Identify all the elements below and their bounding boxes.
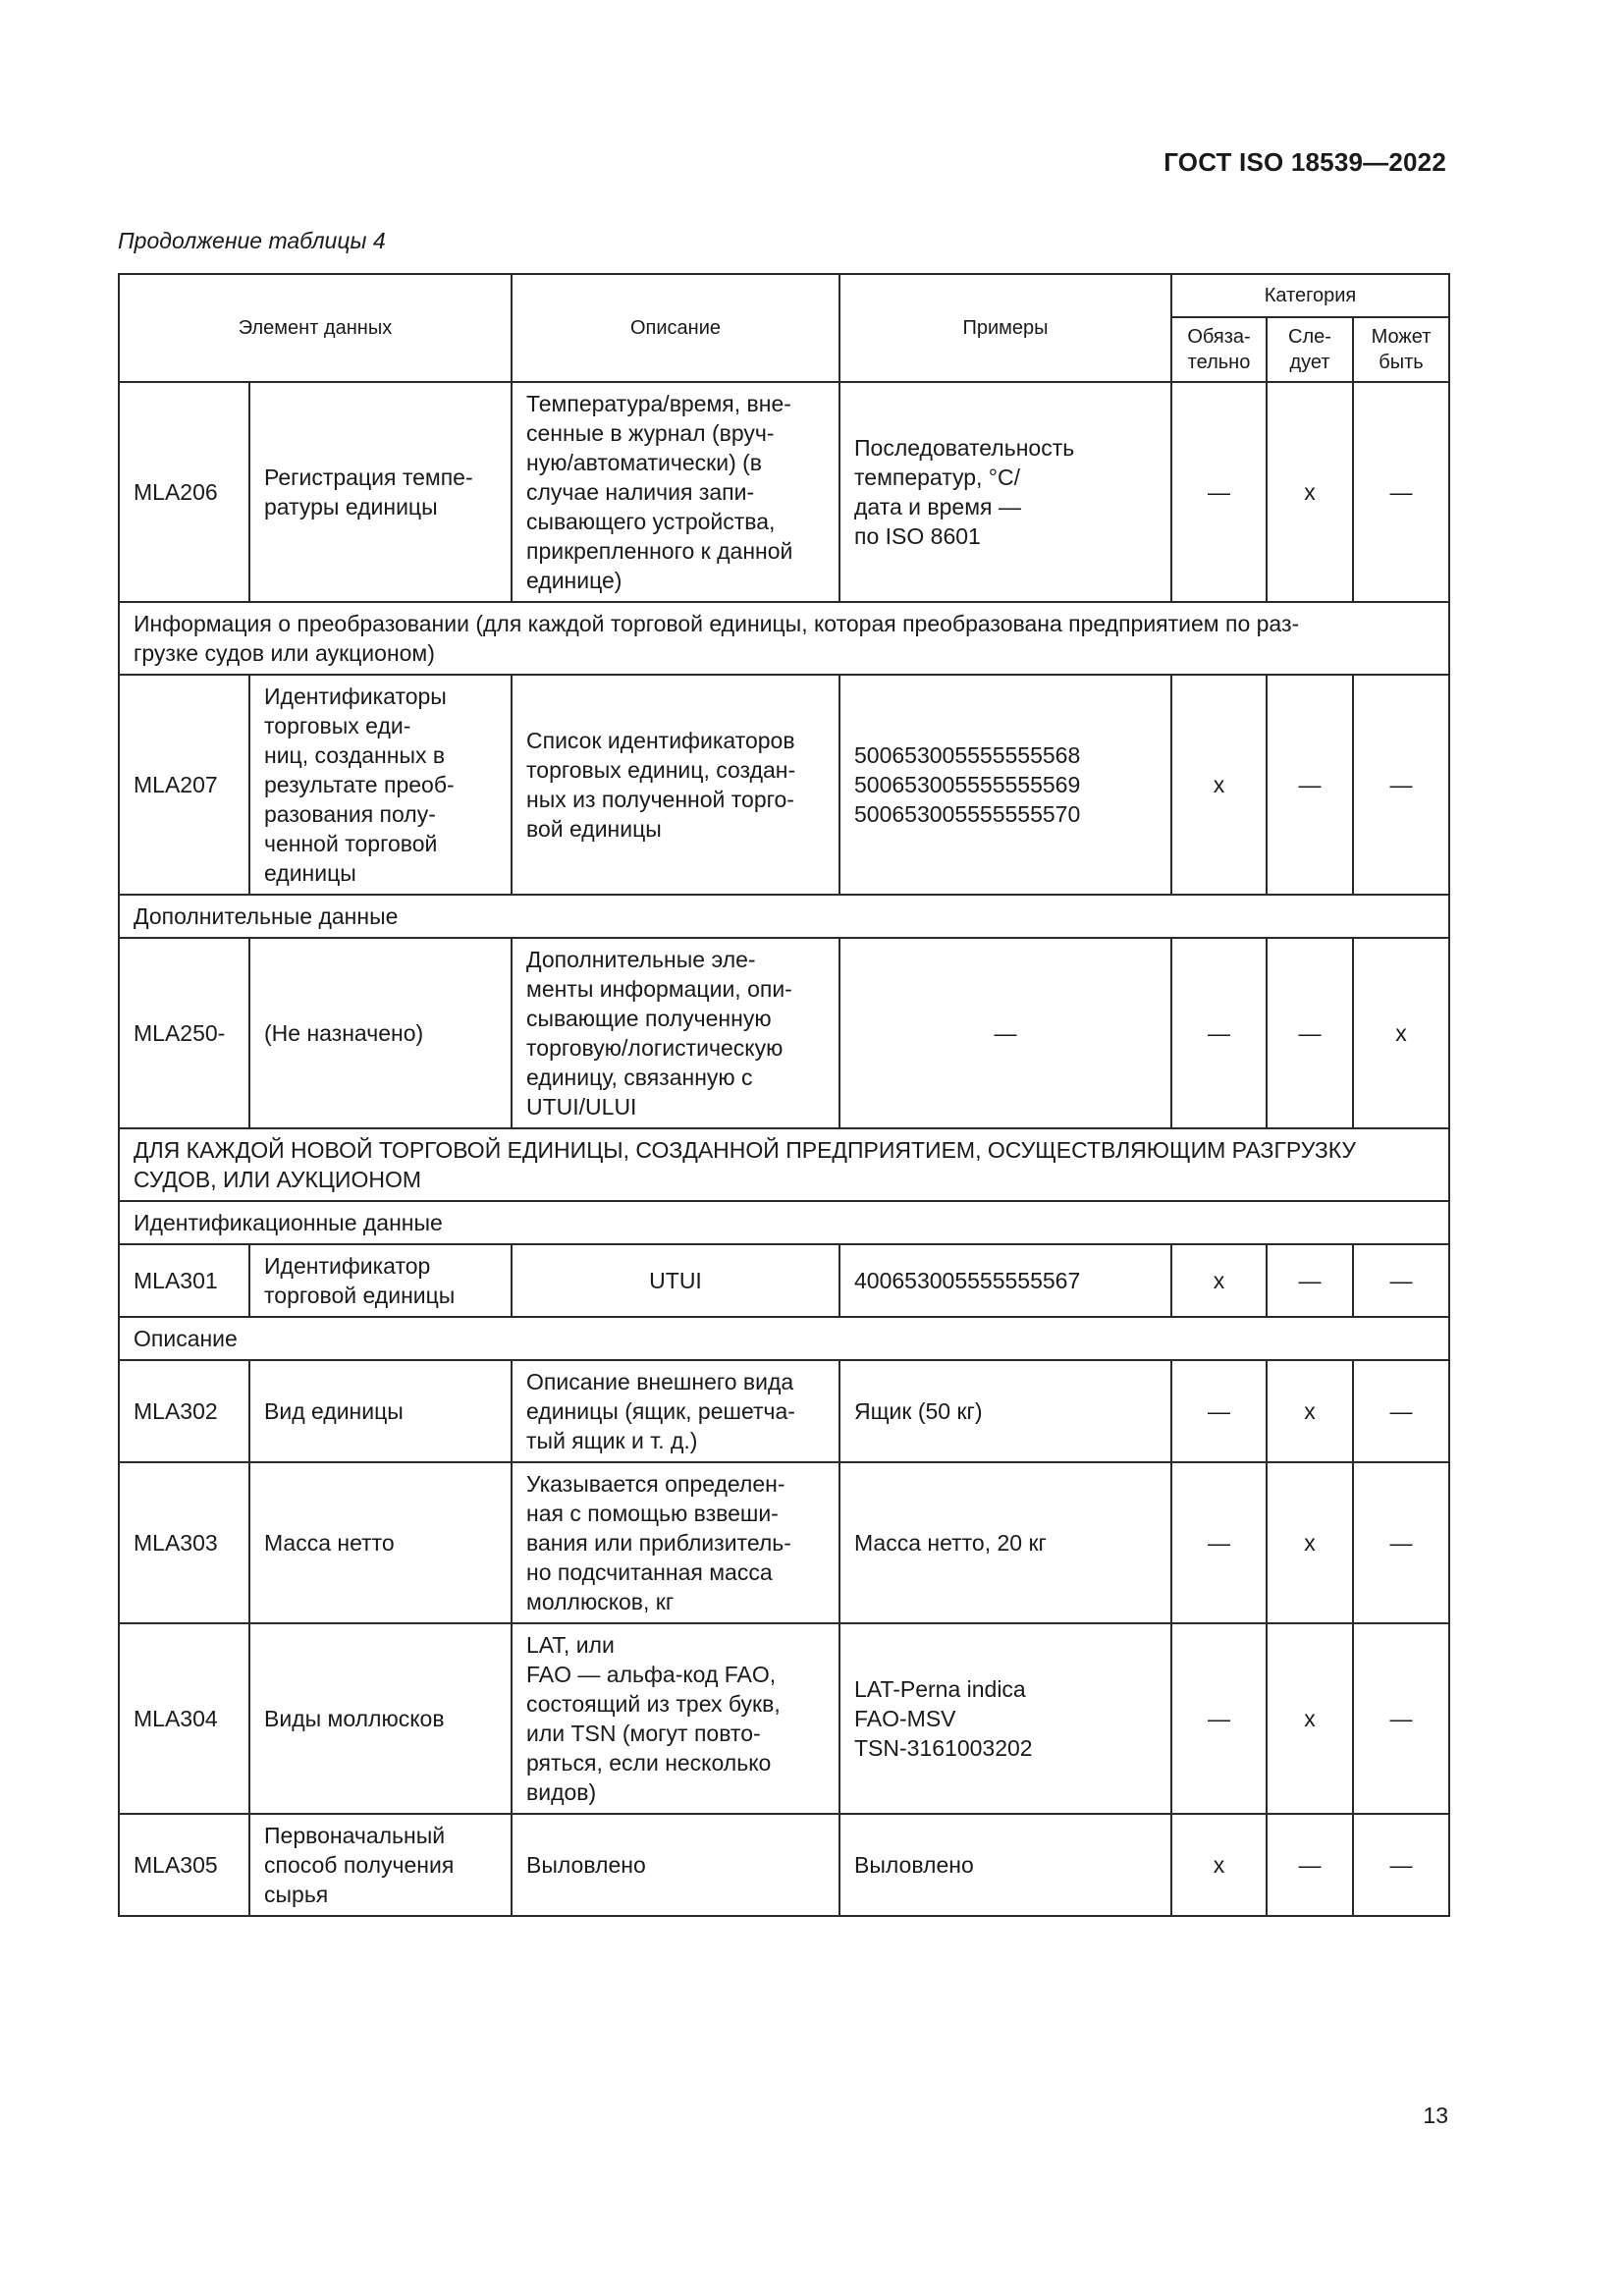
category-should: —: [1267, 675, 1353, 895]
table-row: [119, 938, 1449, 1128]
section-title: Информация о преобразовании (для каждой торговой единицы, которая преобразована предприятием по раз- грузке судов или аукционом): [119, 602, 1449, 675]
element-description: Указывается определен- ная с помощью взвеши- вания или приблизитель- но подсчитанная масса моллюсков, кг: [512, 1462, 839, 1623]
element-description: Температура/время, вне- сенные в журнал (вруч- ную/автоматически) (в случае наличия запи- сывающего устройства, прикрепленного к данной единице): [512, 382, 839, 602]
table-row: [119, 1623, 1449, 1814]
table-row: [119, 1244, 1449, 1317]
element-description: Выловлено: [512, 1814, 839, 1916]
section-row: [119, 895, 1449, 938]
element-code: MLA304: [119, 1623, 249, 1814]
col-header-should: Сле- дует: [1267, 317, 1353, 382]
element-description: Список идентификаторов торговых единиц, создан- ных из полученной торго- вой единицы: [512, 675, 839, 895]
category-may: —: [1353, 1360, 1449, 1462]
table-row: [119, 382, 1449, 602]
element-code: MLA250-: [119, 938, 249, 1128]
element-name: Первоначальный способ получения сырья: [249, 1814, 512, 1916]
element-examples: 400653005555555567: [839, 1244, 1171, 1317]
col-header-mandatory: Обяза- тельно: [1171, 317, 1267, 382]
section-row: [119, 1201, 1449, 1244]
table-row: [119, 675, 1449, 895]
category-should: x: [1267, 1623, 1353, 1814]
element-name: (Не назначено): [249, 938, 512, 1128]
table-row: [119, 1814, 1449, 1916]
category-may: —: [1353, 382, 1449, 602]
element-description: UTUI: [512, 1244, 839, 1317]
element-description: Дополнительные эле- менты информации, опи- сывающие полученную торговую/логистическую единицу, связанную с UTUI/ULUI: [512, 938, 839, 1128]
section-row: [119, 602, 1449, 675]
category-mandatory: —: [1171, 382, 1267, 602]
category-may: —: [1353, 1244, 1449, 1317]
col-header-may: Может быть: [1353, 317, 1449, 382]
category-may: —: [1353, 1462, 1449, 1623]
element-code: MLA301: [119, 1244, 249, 1317]
document-standard-header: ГОСТ ISO 18539—2022: [1163, 147, 1446, 177]
category-should: —: [1267, 1814, 1353, 1916]
table-caption: Продолжение таблицы 4: [118, 228, 386, 253]
element-name: Идентификаторы торговых еди- ниц, созданных в результате преоб- разования полу- ченной торговой единицы: [249, 675, 512, 895]
element-description: Описание внешнего вида единицы (ящик, решетча- тый ящик и т. д.): [512, 1360, 839, 1462]
element-examples: —: [839, 938, 1171, 1128]
col-header-element: Элемент данных: [119, 274, 512, 382]
element-examples: Выловлено: [839, 1814, 1171, 1916]
category-mandatory: —: [1171, 1623, 1267, 1814]
page-number: 13: [1423, 2103, 1448, 2128]
element-code: MLA303: [119, 1462, 249, 1623]
category-may: —: [1353, 1814, 1449, 1916]
category-may: —: [1353, 675, 1449, 895]
element-code: MLA206: [119, 382, 249, 602]
section-row: [119, 1317, 1449, 1360]
element-examples: LAT-Perna indica FAO-MSV TSN-3161003202: [839, 1623, 1171, 1814]
col-header-description: Описание: [512, 274, 839, 382]
category-should: x: [1267, 1360, 1353, 1462]
category-mandatory: x: [1171, 675, 1267, 895]
element-name: Виды моллюсков: [249, 1623, 512, 1814]
element-code: MLA305: [119, 1814, 249, 1916]
element-examples: Последовательность температур, °С/ дата и время — по ISO 8601: [839, 382, 1171, 602]
element-name: Вид единицы: [249, 1360, 512, 1462]
element-examples: Ящик (50 кг): [839, 1360, 1171, 1462]
section-row: [119, 1128, 1449, 1201]
category-may: —: [1353, 1623, 1449, 1814]
element-code: MLA302: [119, 1360, 249, 1462]
data-elements-table: [118, 273, 1450, 1917]
category-mandatory: —: [1171, 1360, 1267, 1462]
category-should: x: [1267, 382, 1353, 602]
element-name: Регистрация темпе- ратуры единицы: [249, 382, 512, 602]
element-examples: Масса нетто, 20 кг: [839, 1462, 1171, 1623]
section-title: Дополнительные данные: [119, 895, 1449, 938]
element-description: LAT, или FAO — альфа-код FAO, состоящий из трех букв, или TSN (могут повто- ряться, если несколько видов): [512, 1623, 839, 1814]
table-row: [119, 1462, 1449, 1623]
element-examples: 500653005555555568 500653005555555569 500653005555555570: [839, 675, 1171, 895]
section-title: ДЛЯ КАЖДОЙ НОВОЙ ТОРГОВОЙ ЕДИНИЦЫ, СОЗДАННОЙ ПРЕДПРИЯТИЕМ, ОСУЩЕСТВЛЯЮЩИМ РАЗГРУЗКУ СУДОВ, ИЛИ АУКЦИОНОМ: [119, 1128, 1449, 1201]
element-name: Идентификатор торговой единицы: [249, 1244, 512, 1317]
table-row: [119, 1360, 1449, 1462]
table-body: [119, 382, 1449, 1916]
category-mandatory: —: [1171, 938, 1267, 1128]
section-title: Описание: [119, 1317, 1449, 1360]
section-title: Идентификационные данные: [119, 1201, 1449, 1244]
category-should: —: [1267, 1244, 1353, 1317]
element-name: Масса нетто: [249, 1462, 512, 1623]
col-header-category: Категория: [1171, 274, 1449, 317]
element-code: MLA207: [119, 675, 249, 895]
category-may: x: [1353, 938, 1449, 1128]
category-should: x: [1267, 1462, 1353, 1623]
col-header-examples: Примеры: [839, 274, 1171, 382]
category-mandatory: —: [1171, 1462, 1267, 1623]
category-mandatory: x: [1171, 1244, 1267, 1317]
category-should: —: [1267, 938, 1353, 1128]
category-mandatory: x: [1171, 1814, 1267, 1916]
